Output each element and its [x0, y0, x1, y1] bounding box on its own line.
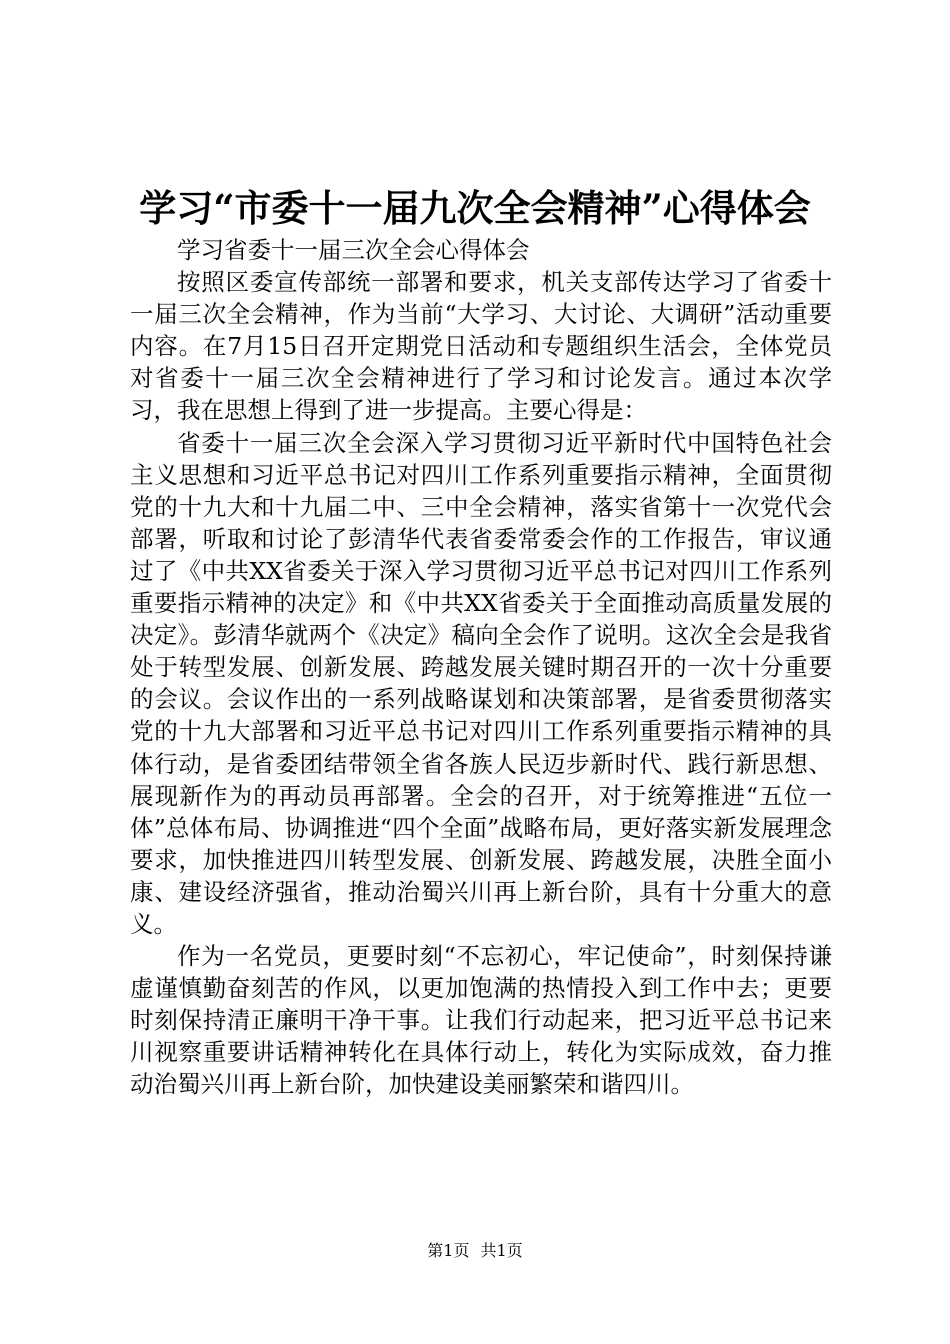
body-paragraph: 按照区委宣传部统一部署和要求，机关支部传达学习了省委十一届三次全会精神，作为当前“大学习、大讨论、大调研”活动重要内容。在7月15日召开定期党日活动和专题组织生活会，全体党员对省委十一届三次全会精神进行了学习和讨论发言。通过本次学习，我在思想上得到了进一步提高。主要心得是：: [130, 268, 832, 425]
subtitle-paragraph: 学习省委十一届三次全会心得体会: [177, 236, 530, 264]
page-number: 第1页: [427, 1241, 470, 1260]
body-paragraph: 作为一名党员，更要时刻“不忘初心，牢记使命”，时刻保持谦虚谨慎勤奋刻苦的作风，以更加饱满的热情投入到工作中去；更要时刻保持清正廉明干净干事。让我们行动起来，把习近平总书记来川视察重要讲话精神转化在具体行动上，转化为实际成效，奋力推动治蜀兴川再上新台阶，加快建设美丽繁荣和谐四川。: [130, 942, 832, 1099]
page-total: 共1页: [480, 1241, 523, 1260]
document-body: [130, 234, 832, 1101]
document-title: 学习“市委十一届九次全会精神”心得体会: [139, 186, 811, 230]
body-paragraph: 省委十一届三次全会深入学习贯彻习近平新时代中国特色社会主义思想和习近平总书记对四川工作系列重要指示精神，全面贯彻党的十九大和十九届二中、三中全会精神，落实省第十一次党代会部署，听取和讨论了彭清华代表省委常委会作的工作报告，审议通过了《中共XX省委关于深入学习贯彻习近平总书记对四川工作系列重要指示精神的决定》和《中共XX省委关于全面推动高质量发展的决定》。彭清华就两个《决定》稿向全会作了说明。这次全会是我省处于转型发展、创新发展、跨越发展关键时期召开的一次十分重要的会议。会议作出的一系列战略谋划和决策部署，是省委贯彻落实党的十九大部署和习近平总书记对四川工作系列重要指示精神的具体行动，是省委团结带领全省各族人民迈步新时代、践行新思想、展现新作为的再动员再部署。全会的召开，对于统筹推进“五位一体”总体布局、协调推进“四个全面”战略布局，更好落实新发展理念要求，加快推进四川转型发展、创新发展、跨越发展，决胜全面小康、建设经济强省，推动治蜀兴川再上新台阶，具有十分重大的意义。: [130, 428, 832, 938]
page-footer: [0, 1240, 950, 1262]
